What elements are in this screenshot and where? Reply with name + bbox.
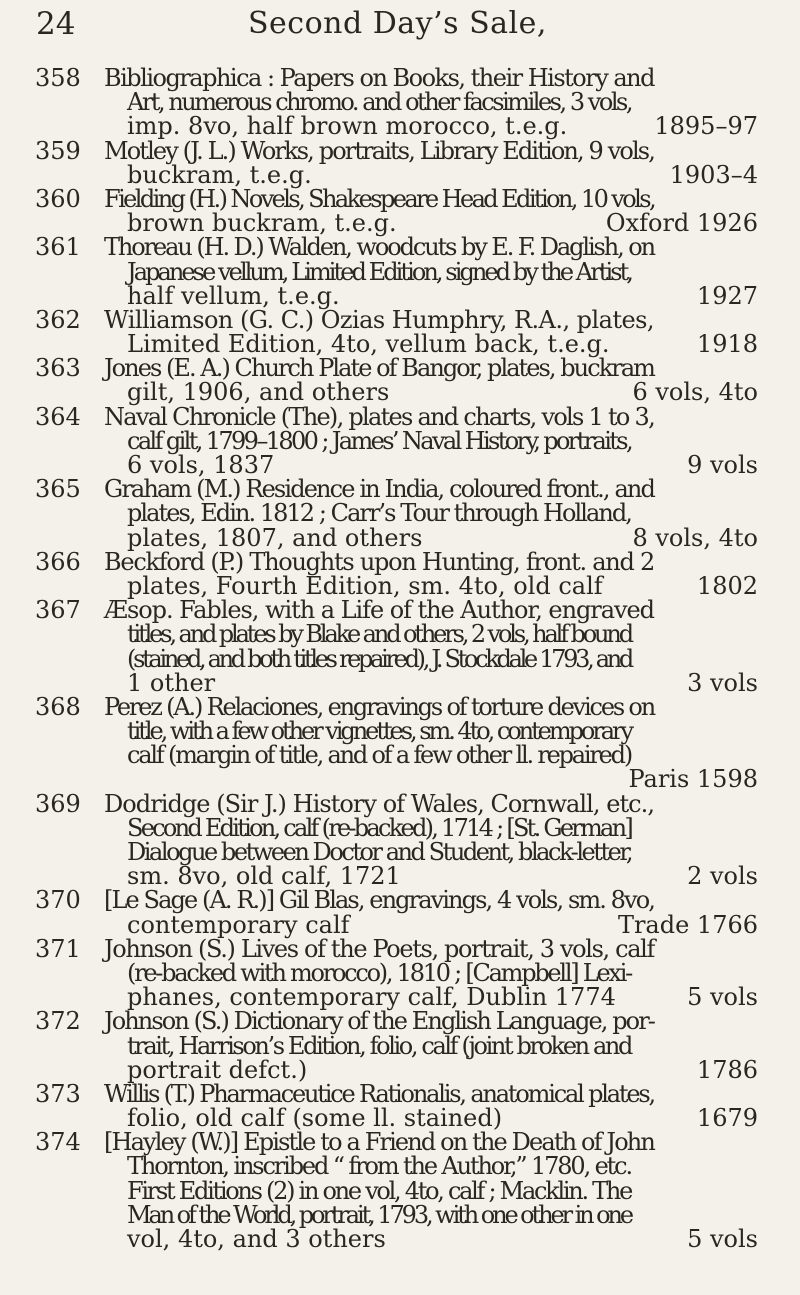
lot-list: [0, 66, 800, 1251]
lot-entry: [0, 66, 800, 139]
description-text: contemporary calf: [127, 910, 350, 939]
description-text: folio, old calf (some ll. stained): [127, 1104, 503, 1133]
description-line: [127, 257, 800, 286]
description-line: [127, 571, 800, 600]
lot-number: 363: [35, 354, 81, 383]
description-line: [127, 765, 800, 794]
description-line: [127, 983, 800, 1012]
description-text: title, with a few other vignettes, sm. 4to, contemporary: [127, 717, 631, 746]
description-line: [104, 1007, 800, 1036]
description-line: [127, 499, 800, 528]
lot-entry: [0, 184, 800, 238]
description-text: [Hayley (W.)] Epistle to a Friend on the Death of John: [104, 1128, 654, 1157]
lot-number: 374: [35, 1128, 81, 1157]
lot-number: 364: [35, 402, 81, 431]
lot-number: 373: [35, 1079, 81, 1108]
lot-number: 371: [35, 934, 81, 963]
description-line: [127, 668, 800, 697]
lot-quantity-or-date: 1802: [696, 571, 758, 600]
description-text: Dialogue between Doctor and Student, black-letter,: [127, 838, 631, 866]
description-line: [127, 644, 800, 673]
lot-number: 369: [35, 789, 81, 818]
description-text: Johnson (S.) Lives of the Poets, portrait, 3 vols, calf: [104, 934, 655, 963]
description-line: [104, 402, 800, 431]
description-text: plates, Edin. 1812 ; Carr’s Tour through Holland,: [127, 499, 631, 528]
lot-entry: [0, 305, 800, 359]
lot-entry: [0, 235, 800, 308]
description-line: [104, 596, 800, 625]
description-line: [127, 862, 800, 891]
description-text: brown buckram, t.e.g.: [127, 209, 397, 238]
lot-quantity-or-date: Trade 1766: [617, 910, 758, 939]
description-text: sm. 8vo, old calf, 1721: [127, 862, 401, 891]
description-line: [127, 88, 800, 117]
lot-quantity-or-date: 1679: [696, 1104, 758, 1133]
description-text: (re-backed with morocco), 1810 ; [Campbell] Lexi-: [127, 958, 631, 987]
description-text: gilt, 1906, and others: [127, 378, 390, 407]
page-header: [36, 6, 756, 46]
description-text: buckram, t.e.g.: [127, 160, 312, 189]
description-text: plates, 1807, and others: [127, 523, 423, 552]
description-line: [104, 692, 800, 721]
lot-number: 362: [35, 305, 81, 334]
description-text: Williamson (G. C.) Ozias Humphry, R.A., plates,: [104, 305, 654, 334]
lot-number: 368: [35, 692, 81, 721]
description-line: [104, 789, 800, 818]
description-line: [127, 813, 800, 842]
lot-entry: [0, 1130, 800, 1251]
description-line: [127, 620, 800, 649]
lot-quantity-or-date: 1903–4: [669, 160, 758, 189]
lot-number: 366: [35, 547, 81, 576]
lot-entry: [0, 477, 800, 550]
description-line: [104, 475, 800, 504]
lot-quantity-or-date: 3 vols: [687, 668, 758, 697]
description-text: Thornton, inscribed “ from the Author,” 1780, etc.: [127, 1152, 631, 1181]
description-line: [104, 886, 800, 915]
lot-number: 361: [35, 233, 81, 262]
description-line: [104, 184, 800, 213]
description-text: Fielding (H.) Novels, Shakespeare Head Edition, 10 vols,: [104, 184, 654, 213]
description-line: [104, 354, 800, 383]
description-line: [127, 281, 800, 310]
lot-quantity-or-date: 1927: [696, 281, 758, 310]
lot-number: 358: [35, 64, 81, 92]
description-text: calf gilt, 1799–1800 ; James’ Naval History, portraits,: [127, 426, 632, 455]
description-text: Bibliographica : Papers on Books, their History and: [104, 64, 654, 92]
description-line: [127, 1055, 800, 1084]
description-line: [127, 330, 800, 359]
description-line: [127, 1200, 800, 1229]
description-text: 1 other: [127, 668, 216, 697]
description-line: [127, 840, 800, 864]
description-line: [104, 233, 800, 262]
description-text: portrait defct.): [127, 1055, 308, 1084]
lot-number: 359: [35, 136, 81, 165]
lot-entry: [0, 354, 800, 407]
description-text: phanes, contemporary calf, Dublin 1774: [127, 983, 616, 1012]
description-text: half vellum, t.e.g.: [127, 281, 340, 310]
description-text: Japanese vellum, Limited Edition, signed by the Artist,: [127, 257, 631, 286]
description-text: Art, numerous chromo. and other facsimiles, 3 vols,: [127, 88, 632, 117]
description-line: [127, 1152, 800, 1181]
description-line: [127, 453, 800, 477]
lot-entry: [0, 136, 800, 189]
lot-number: 365: [35, 475, 81, 504]
lot-quantity-or-date: 1918: [696, 330, 758, 359]
description-text: imp. 8vo, half brown morocco, t.e.g.: [127, 112, 568, 141]
lot-quantity-or-date: 5 vols: [687, 1225, 758, 1253]
description-text: Motley (J. L.) Works, portraits, Library Edition, 9 vols,: [104, 136, 655, 165]
description-text: titles, and plates by Blake and others, 2 vols, half bound: [127, 620, 631, 649]
lot-quantity-or-date: 8 vols, 4to: [632, 523, 758, 552]
description-text: Dodridge (Sir J.) History of Wales, Cornwall, etc.,: [104, 789, 655, 818]
lot-quantity-or-date: 9 vols: [687, 451, 758, 479]
description-line: [127, 1104, 800, 1133]
lot-quantity-or-date: 2 vols: [687, 862, 758, 891]
lot-entry: [0, 1009, 800, 1082]
lot-quantity-or-date: 5 vols: [687, 983, 758, 1012]
description-text: plates, Fourth Edition, sm. 4to, old calf: [127, 571, 603, 600]
description-text: calf (margin of title, and of a few other ll. repaired): [127, 741, 631, 770]
lot-entry: [0, 692, 800, 794]
description-line: [127, 717, 800, 746]
description-line: [127, 209, 800, 238]
lot-entry: [0, 547, 800, 600]
description-line: [127, 1227, 800, 1251]
description-text: Thoreau (H. D.) Walden, woodcuts by E. F. Daglish, on: [104, 233, 654, 262]
description-line: [104, 934, 800, 963]
lot-number: 372: [35, 1007, 81, 1036]
lot-quantity-or-date: 1895–97: [654, 112, 758, 141]
description-line: [127, 426, 800, 455]
description-line: [127, 378, 800, 407]
description-line: [127, 910, 800, 939]
description-text: Limited Edition, 4to, vellum back, t.e.g.: [127, 330, 610, 359]
description-line: [104, 305, 800, 334]
lot-number: 367: [35, 596, 81, 625]
description-line: [127, 1176, 800, 1205]
description-text: First Editions (2) in one vol, 4to, calf ; Macklin. The: [127, 1176, 632, 1205]
description-text: trait, Harrison’s Edition, folio, calf (joint broken and: [127, 1031, 632, 1060]
lot-number: 360: [35, 184, 81, 213]
description-text: 6 vols, 1837: [127, 451, 275, 479]
description-line: [127, 112, 800, 141]
lot-quantity-or-date: 6 vols, 4to: [632, 378, 758, 407]
description-text: Second Edition, calf (re-backed), 1714 ; [St. German]: [127, 813, 631, 842]
lot-entry: [0, 402, 800, 479]
description-line: [104, 1128, 800, 1157]
description-text: Willis (T.) Pharmaceutice Rationalis, anatomical plates,: [104, 1079, 654, 1108]
description-line: [127, 741, 800, 770]
lot-entry: [0, 934, 800, 1012]
lot-quantity-or-date: 1786: [696, 1055, 758, 1084]
description-text: (stained, and both titles repaired), J. Stockdale 1793, and: [127, 644, 631, 673]
lot-entry: [0, 1079, 800, 1133]
description-text: vol, 4to, and 3 others: [127, 1225, 386, 1253]
description-text: [Le Sage (A. R.)] Gil Blas, engravings, 4 vols, sm. 8vo,: [104, 886, 654, 915]
description-text: Jones (E. A.) Church Plate of Bangor, plates, buckram: [104, 354, 654, 383]
description-line: [104, 136, 800, 165]
lot-entry: [0, 598, 800, 695]
description-line: [127, 1031, 800, 1060]
description-line: [104, 66, 800, 90]
page-number: 24: [36, 6, 76, 42]
lot-quantity-or-date: Paris 1598: [628, 765, 758, 794]
description-line: [127, 958, 800, 987]
description-text: Æsop. Fables, with a Life of the Author, engraved: [104, 596, 655, 625]
description-line: [127, 523, 800, 552]
description-text: Perez (A.) Relaciones, engravings of torture devices on: [104, 692, 654, 721]
description-text: Beckford (P.) Thoughts upon Hunting, front. and 2: [104, 547, 654, 576]
lot-entry: [0, 886, 800, 939]
description-text: Graham (M.) Residence in India, coloured front., and: [104, 475, 655, 504]
description-text: Man of the World, portrait, 1793, with one other in one: [127, 1200, 631, 1229]
lot-entry: [0, 789, 800, 891]
description-text: Johnson (S.) Dictionary of the English Language, por-: [104, 1007, 655, 1036]
description-line: [104, 547, 800, 576]
running-title: Second Day’s Sale,: [248, 6, 547, 41]
description-line: [104, 1079, 800, 1108]
lot-quantity-or-date: Oxford 1926: [605, 209, 758, 238]
description-line: [127, 160, 800, 189]
lot-number: 370: [35, 886, 81, 915]
description-text: Naval Chronicle (The), plates and charts, vols 1 to 3,: [104, 402, 654, 431]
